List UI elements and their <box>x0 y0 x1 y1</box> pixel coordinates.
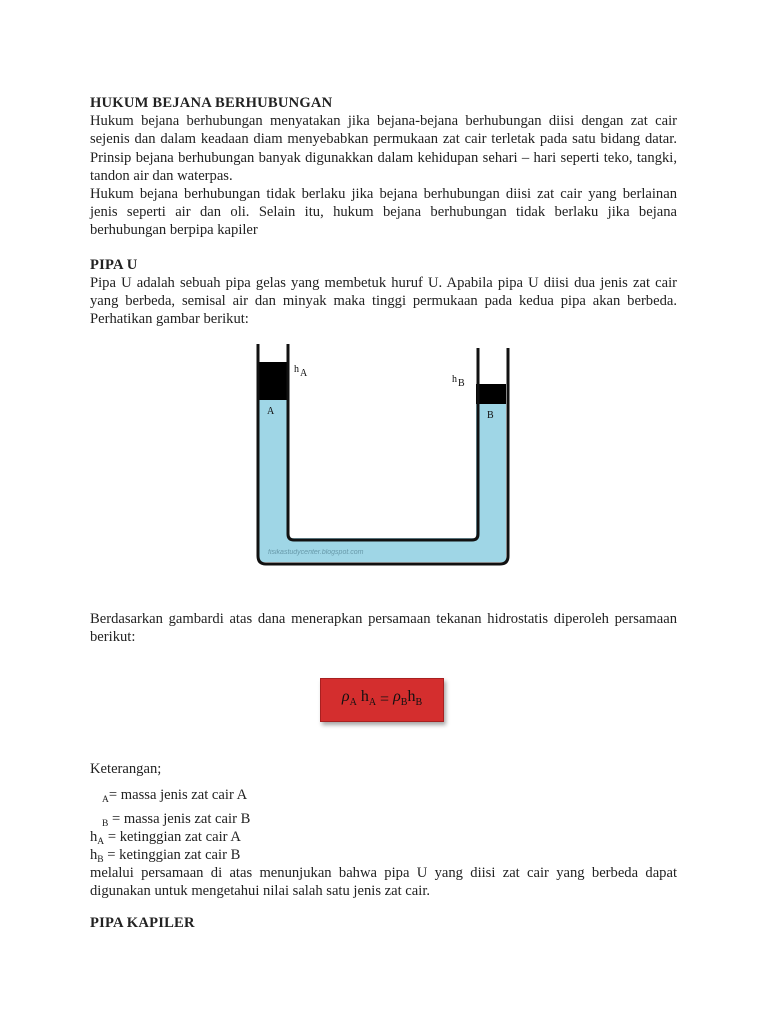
keterangan-line-4: $h_B$ = ketinggian zat cair B <box>90 847 241 865</box>
label-ha-h: h <box>294 364 299 375</box>
paragraph-hukum-1: Hukum bejana berhubungan menyatakan jika bejana-bejana berhubungan diisi dengan zat cair sejenis dan dalam keadaan diam menyebabkan permukaan zat cair terletak pada satu bidang datar. Prinsip bejana berhubungan banyak digunakkan dalam kehidupan sehari – hari seperti teko, tangki, tandon air dan waterpas. <box>90 113 677 184</box>
formula-equals: = <box>376 690 394 708</box>
formula-h-b: $h_B$ <box>407 687 423 708</box>
watermark: fisikastudycenter.blogspot.com <box>268 549 364 556</box>
formula-rho-b: $\rho_B$ <box>393 687 408 708</box>
tube-inner-outline <box>288 344 478 540</box>
section-title-pipa-kapiler: PIPA KAPILER <box>90 915 195 931</box>
label-hb-h: h <box>452 374 457 385</box>
keterangan-line-2: $_B$ = massa jenis zat cair B <box>102 811 251 829</box>
keterangan-title: Keterangan; <box>90 761 162 777</box>
label-ha-sub: A <box>300 368 308 379</box>
formula-h-a: $h_A$ <box>360 687 377 708</box>
label-hb-sub: B <box>458 378 465 389</box>
paragraph-keterangan-closing: melalui persamaan di atas menunjukan bahwa pipa U yang diisi zat cair yang berbeda dapat digunakan untuk mengetahui nilai salah satu jenis zat cair. <box>90 865 677 900</box>
label-a: A <box>267 406 275 417</box>
water-fill <box>258 400 506 562</box>
paragraph-pipa-u-1: Pipa U adalah sebuah pipa gelas yang membetuk huruf U. Apabila pipa U diisi dua jenis zat cair yang berbeda, semisal air dan minyak maka tinggi permukaan pada kedua pipa akan berbeda. Perhatikan gambar berikut: <box>90 274 677 328</box>
keterangan-line-1: $_A$= massa jenis zat cair A <box>102 787 248 805</box>
document-body <box>90 94 677 328</box>
section-title-pipa-u: PIPA U <box>90 256 138 273</box>
paragraph-pipa-u-2: Berdasarkan gambardi atas dana menerapkan persamaan tekanan hidrostatis diperoleh persamaan berikut: <box>90 611 677 646</box>
oil-column-a <box>258 362 288 400</box>
paragraph-hukum-2: Hukum bejana berhubungan tidak berlaku jika bejana berhubungan diisi zat cair yang berlainan jenis seperti air dan oli. Selain itu, hukum bejana berhubungan tidak berlaku jika bejana berhubungan berpipa kapiler <box>90 186 677 239</box>
formula-rho-a: $\rho_A$ <box>341 687 357 708</box>
section-title-hukum: HUKUM BEJANA BERHUBUNGAN <box>90 95 333 111</box>
label-b: B <box>487 410 494 421</box>
u-tube-figure <box>250 338 520 570</box>
formula-box <box>320 678 444 722</box>
tube-outline <box>258 344 508 564</box>
keterangan-line-3: $h_A$ = ketinggian zat cair A <box>90 829 241 847</box>
oil-column-b <box>476 384 506 404</box>
